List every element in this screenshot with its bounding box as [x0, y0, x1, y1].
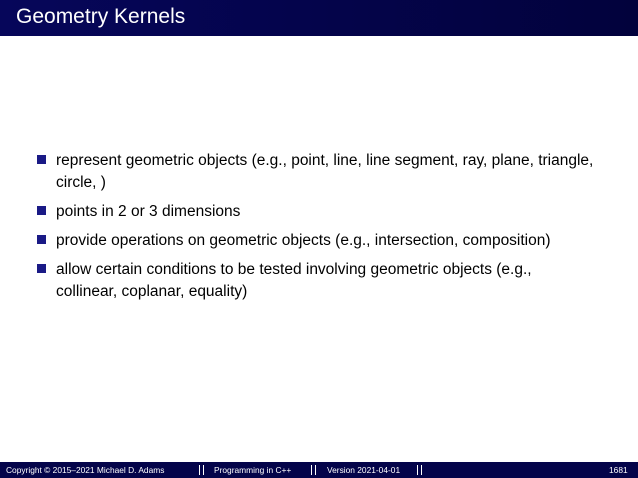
bullet-text: points in 2 or 3 dimensions	[56, 203, 241, 220]
bullet-item	[37, 230, 597, 252]
footer-separator-icon	[417, 465, 422, 475]
bullet-text: provide operations on geometric objects (e.g., intersection, composition)	[56, 232, 551, 249]
bullet-text: allow certain conditions to be tested involving geometric objects (e.g., collinear, coplanar, equality)	[56, 261, 532, 300]
square-bullet-icon	[37, 206, 46, 215]
bullet-item	[37, 201, 597, 223]
bullet-text: represent geometric objects (e.g., point, line, line segment, ray, plane, triangle, circle, )	[56, 152, 594, 191]
square-bullet-icon	[37, 155, 46, 164]
footer-version: Version 2021-04-01	[327, 465, 401, 475]
page-number: 1681	[609, 465, 628, 475]
footer-course: Programming in C++	[214, 465, 292, 475]
square-bullet-icon	[37, 235, 46, 244]
bullet-item	[37, 150, 597, 194]
footer-separator-icon	[199, 465, 204, 475]
bullet-list	[37, 150, 597, 310]
bullet-item	[37, 259, 597, 303]
slide-title: Geometry Kernels	[16, 5, 186, 28]
footer-separator-icon	[311, 465, 316, 475]
square-bullet-icon	[37, 264, 46, 273]
slide-title-bar	[0, 0, 638, 36]
slide-footer	[0, 462, 638, 478]
footer-copyright: Copyright © 2015–2021 Michael D. Adams	[6, 465, 165, 475]
